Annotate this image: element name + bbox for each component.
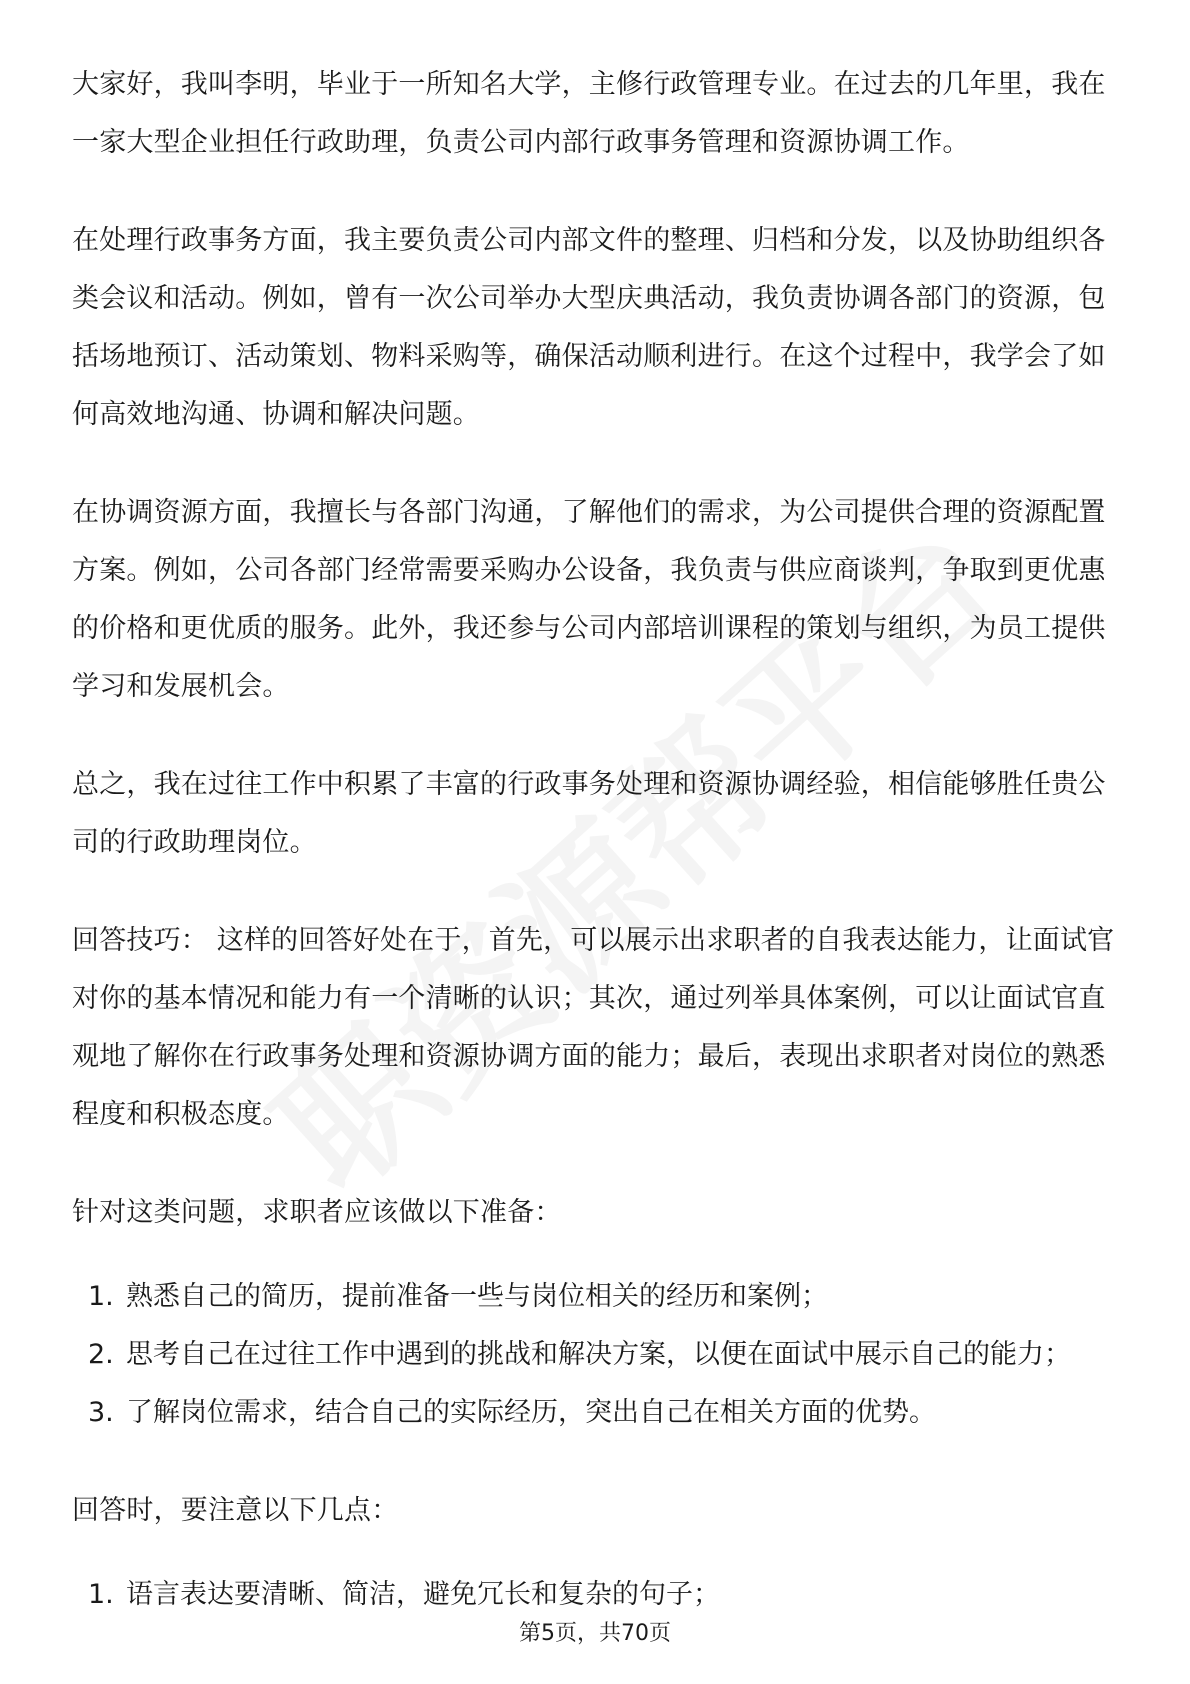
list-item-text: 熟悉自己的简历，提前准备一些与岗位相关的经历和案例； <box>126 1281 828 1312</box>
paragraph-admin-affairs: 在处理行政事务方面，我主要负责公司内部文件的整理、归档和分发，以及协助组织各类会议和活动。例如，曾有一次公司举办大型庆典活动，我负责协调各部门的资源，包括场地预订、活动策划、物料采购等，确保活动顺利进行。在这个过程中，我学会了如何高效地沟通、协调和解决问题。 <box>72 225 1106 430</box>
list-item <box>72 1268 1122 1326</box>
paragraph-summary: 总之，我在过往工作中积累了丰富的行政事务处理和资源协调经验，相信能够胜任贵公司的行政助理岗位。 <box>72 769 1106 858</box>
paragraph-answer-tips: 回答技巧： 这样的回答好处在于，首先，可以展示出求职者的自我表达能力，让面试官对你的基本情况和能力有一个清晰的认识；其次，通过列举具体案例，可以让面试官直观地了解你在行政事务处理和资源协调方面的能力；最后，表现出求职者对岗位的熟悉程度和积极态度。 <box>72 925 1115 1130</box>
list-item <box>72 1326 1122 1384</box>
list-number: 2. <box>88 1339 114 1370</box>
list-number: 1. <box>88 1579 114 1610</box>
list-item <box>72 1384 1122 1442</box>
list-item-text: 思考自己在过往工作中遇到的挑战和解决方案，以便在面试中展示自己的能力； <box>126 1339 1071 1370</box>
paragraph-notes-intro: 回答时，要注意以下几点： <box>72 1495 399 1526</box>
paragraph-intro: 大家好，我叫李明，毕业于一所知名大学，主修行政管理专业。在过去的几年里，我在一家大型企业担任行政助理，负责公司内部行政事务管理和资源协调工作。 <box>72 69 1106 158</box>
page-content <box>72 56 1122 1624</box>
list-item-text: 语言表达要清晰、简洁，避免冗长和复杂的句子； <box>126 1579 720 1610</box>
list-item-text: 了解岗位需求，结合自己的实际经历，突出自己在相关方面的优势。 <box>126 1397 936 1428</box>
page-number: 第5页，共70页 <box>519 1621 671 1646</box>
paragraph-resource-coordination: 在协调资源方面，我擅长与各部门沟通，了解他们的需求，为公司提供合理的资源配置方案。例如，公司各部门经常需要采购办公设备，我负责与供应商谈判，争取到更优惠的价格和更优质的服务。此外，我还参与公司内部培训课程的策划与组织，为员工提供学习和发展机会。 <box>72 497 1106 702</box>
paragraph-prep-intro: 针对这类问题，求职者应该做以下准备： <box>72 1197 562 1228</box>
list-number: 1. <box>88 1281 114 1312</box>
list-number: 3. <box>88 1397 114 1428</box>
prep-list <box>72 1268 1122 1442</box>
